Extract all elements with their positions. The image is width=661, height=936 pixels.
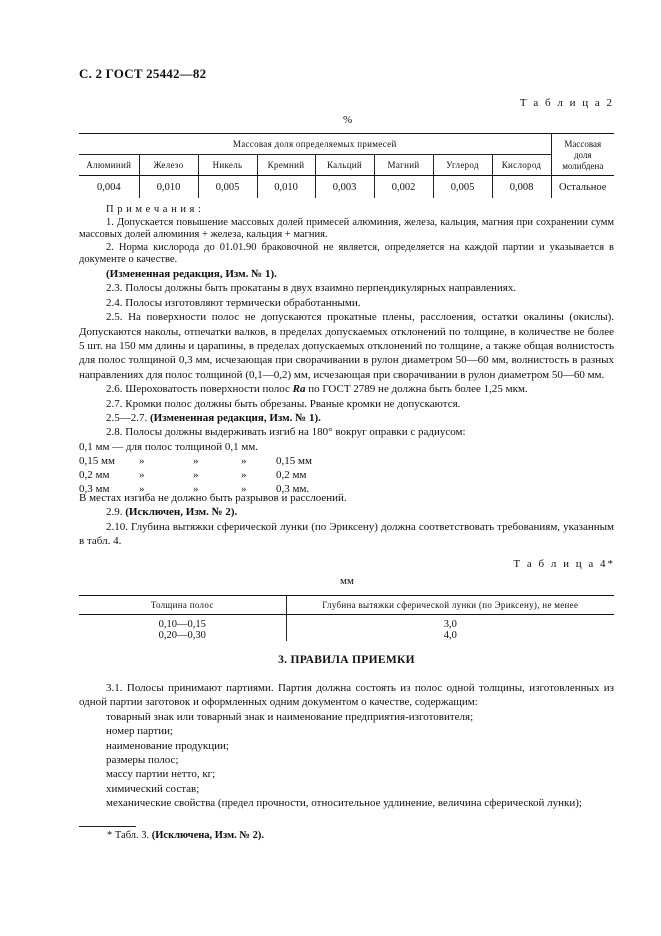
- table4-row2-depth: 4,0: [443, 630, 457, 641]
- table2-value-carbon: 0,005: [433, 176, 492, 199]
- bend-row3-ditto2: »: [193, 469, 199, 481]
- bend-row2-ditto3: »: [241, 455, 247, 467]
- bend-row2-ditto1: »: [139, 455, 145, 467]
- para-2-10: 2.10. Глубина вытяжки сферической лунки (по Эриксену) должна соответствовать требованиям, указанным в табл. 4.: [79, 520, 614, 548]
- bend-row3-ditto3: »: [241, 469, 247, 481]
- section-3-body: [79, 681, 614, 811]
- para-2-4: 2.4. Полосы изготовляют термически обработанными.: [106, 296, 361, 309]
- amendment-note-1: (Измененная редакция, Изм. № 1).: [106, 268, 277, 280]
- table4-col-depth: Глубина вытяжки сферической лунки (по Эриксену), не менее: [286, 596, 614, 615]
- para-2-8: 2.8. Полосы должны выдерживать изгиб на 180° вокруг оправки с радиусом:: [106, 426, 466, 439]
- table2-value-magnesium: 0,002: [374, 176, 433, 199]
- para-no-cracks: В местах изгиба не должно быть разрывов и расслоений.: [79, 492, 347, 504]
- bend-row4-ditto3: »: [241, 483, 247, 495]
- list-item: массу партии нетто, кг;: [106, 768, 216, 781]
- bend-row3-radius: 0,2 мм: [79, 469, 110, 481]
- table2-col-oxygen: Кислород: [492, 155, 551, 176]
- table2-value-silicon: 0,010: [257, 176, 315, 199]
- bend-row3-thickness: 0,2 мм: [276, 469, 307, 481]
- table4-row1-depth: 3,0: [443, 619, 457, 630]
- table2-col-iron: Железо: [139, 155, 198, 176]
- table2-col-carbon: Углерод: [433, 155, 492, 176]
- footnote-divider: [79, 826, 136, 827]
- table2-notes: [79, 204, 614, 267]
- note-2: 2. Норма кислорода до 01.01.90 браковочной не является, определяется на каждой партии и указывается в документе о качестве.: [79, 241, 614, 265]
- table2-value-calcium: 0,003: [315, 176, 374, 199]
- para-2-5: 2.5. На поверхности полос не допускаются прокатные плены, расслоения, остатки окалины (окислы). Допускаются наколы, отпечатки валков, в пределах допускаемых отклонений по толщине, в количестве не более 5 шт. на 150 мм длины и царапины, в пределах допускаемых отклонений по толщине, а также общая волнистость для полос толщиной 0,3 мм, исчезающая при сворачивании в рулон диаметром 50—60 мм, волнистость в разных направлениях для полос толщиной (0,1—0,2) мм, исчезающая при сворачивании в рулон диаметром 50—60 мм.: [79, 311, 614, 381]
- page-header: С. 2 ГОСТ 25442—82: [79, 66, 207, 81]
- footnote: * Табл. 3. (Исключена, Изм. № 2).: [107, 830, 264, 841]
- list-item: товарный знак или товарный знак и наименование предприятия-изготовителя;: [106, 710, 474, 723]
- table-2: [79, 133, 614, 198]
- table2-moly-header: Массовая доля молибдена: [551, 134, 614, 176]
- table-4: [79, 595, 614, 641]
- list-item: химический состав;: [106, 782, 200, 795]
- bend-row4-ditto1: »: [139, 483, 145, 495]
- table2-col-magnesium: Магний: [374, 155, 433, 176]
- para-2-9: 2.9. (Исключен, Изм. № 2).: [106, 506, 238, 519]
- body-text-2: [79, 491, 614, 549]
- section-3-title: 3. ПРАВИЛА ПРИЕМКИ: [278, 654, 415, 666]
- table4-row2-thickness: 0,20—0,30: [158, 630, 206, 641]
- list-item: механические свойства (предел прочности, относительное удлинение, величина сферической лунки);: [106, 797, 582, 810]
- body-text: [79, 267, 614, 440]
- bend-row2-radius: 0,15 мм: [79, 455, 115, 467]
- table2-value-oxygen: 0,008: [492, 176, 551, 199]
- para-2-6: 2.6. Шероховатость поверхности полос Ra по ГОСТ 2789 не должна быть более 1,25 мкм.: [106, 383, 528, 396]
- table2-col-aluminium: Алюминий: [79, 155, 139, 176]
- note-1: 1. Допускается повышение массовых долей примесей алюминия, железа, кальция, магния при сохранении сумм массовых долей алюминия + железа, кальция + магния.: [79, 216, 614, 240]
- bend-line-1: 0,1 мм — для полос толщиной 0,1 мм.: [79, 441, 259, 453]
- table2-value-aluminium: 0,004: [79, 176, 139, 199]
- table4-col-thickness: Толщина полос: [79, 596, 286, 615]
- table4-caption: Т а б л и ц а 4*: [513, 558, 615, 570]
- para-3-1: 3.1. Полосы принимают партиями. Партия должна состоять из полос одной толщины, изготовленных из одной партии заготовок и оформленных одним документом о качестве, содержащим:: [79, 682, 614, 709]
- para-2-5-2-7: 2.5—2.7. (Измененная редакция, Изм. № 1).: [106, 412, 321, 425]
- table2-value-moly: Остальное: [551, 176, 614, 199]
- table4-depth-cell: [286, 615, 614, 642]
- bend-row4-radius: 0,3 мм: [79, 483, 110, 495]
- table2-unit: %: [343, 114, 353, 126]
- table2-col-silicon: Кремний: [257, 155, 315, 176]
- list-item: номер партии;: [106, 725, 174, 738]
- list-item: размеры полос;: [106, 754, 179, 767]
- bend-row2-thickness: 0,15 мм: [276, 455, 312, 467]
- table2-col-calcium: Кальций: [315, 155, 374, 176]
- table2-value-iron: 0,010: [139, 176, 198, 199]
- bend-row2-ditto2: »: [193, 455, 199, 467]
- para-2-7: 2.7. Кромки полос должны быть обрезаны. Рваные кромки не допускаются.: [106, 397, 461, 410]
- bend-row4-thickness: 0,3 мм.: [276, 483, 310, 495]
- bend-row3-ditto1: »: [139, 469, 145, 481]
- list-item: наименование продукции;: [106, 739, 229, 752]
- table2-group-header: Массовая доля определяемых примесей: [79, 134, 551, 155]
- table4-row1-thickness: 0,10—0,15: [158, 619, 206, 630]
- notes-title: П р и м е ч а н и я :: [106, 204, 202, 215]
- table4-thickness-cell: [79, 615, 286, 642]
- table2-value-nickel: 0,005: [198, 176, 257, 199]
- bend-row4-ditto2: »: [193, 483, 199, 495]
- table2-col-nickel: Никель: [198, 155, 257, 176]
- table4-unit: мм: [340, 575, 354, 587]
- para-2-3: 2.3. Полосы должны быть прокатаны в двух взаимно перпендикулярных направлениях.: [106, 282, 517, 295]
- table2-caption: Т а б л и ц а 2: [519, 97, 614, 109]
